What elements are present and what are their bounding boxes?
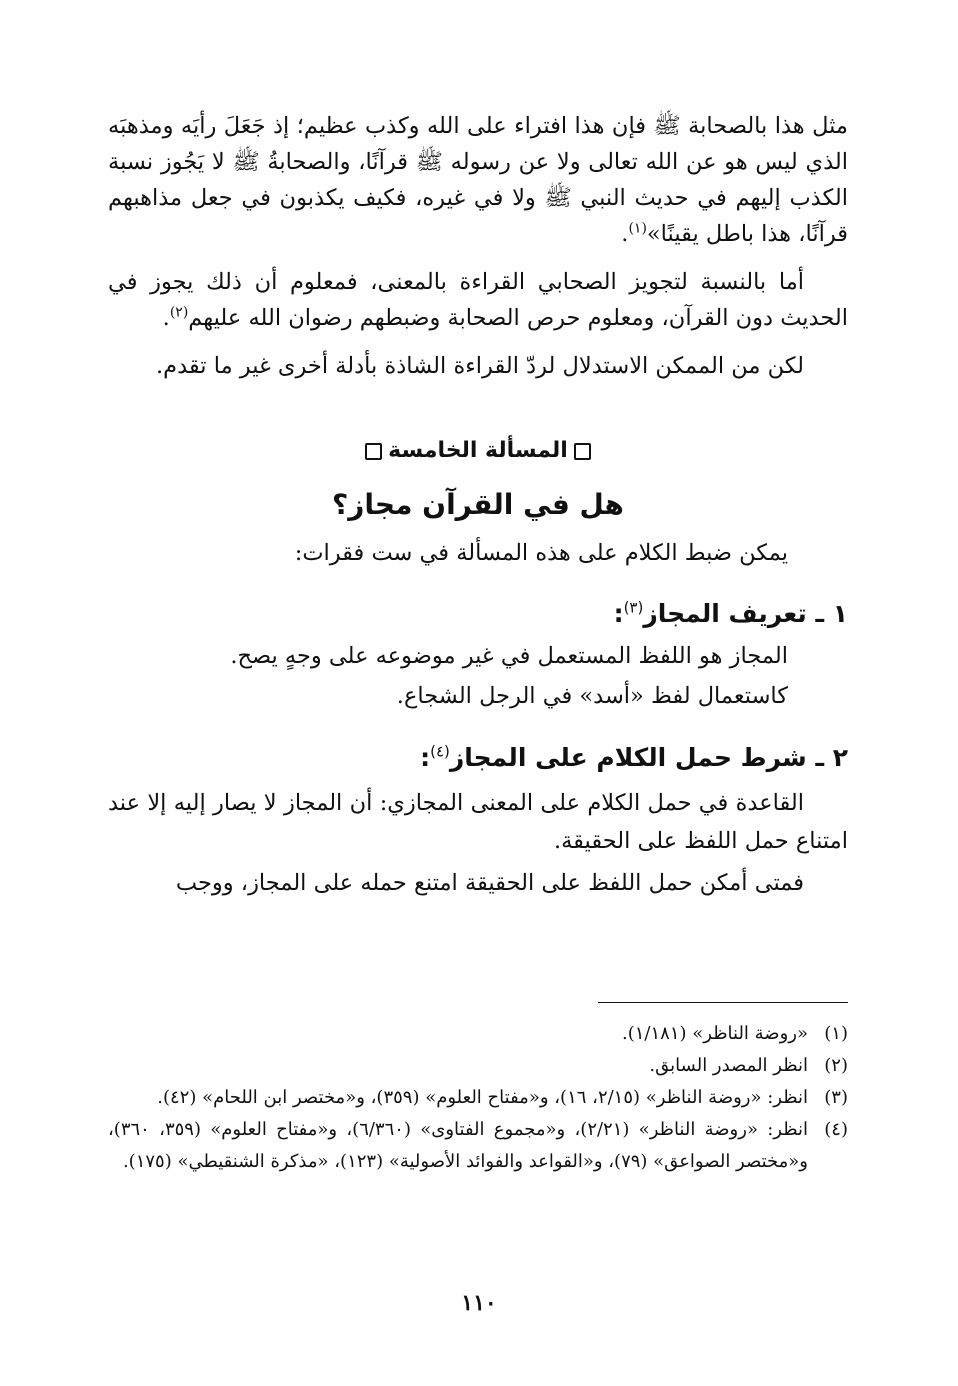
footnote-ref-2[interactable]: (٢)	[169, 304, 189, 321]
footnote-item	[108, 1050, 848, 1082]
page-number: ١١٠	[461, 1290, 497, 1316]
section-label	[108, 434, 848, 468]
footnote-divider	[598, 1002, 848, 1003]
paragraph-2-end: .	[162, 305, 170, 331]
footnote-number: (٤)	[824, 1119, 848, 1140]
continuation-paragraph: فمتى أمكن حمل اللفظ على الحقيقة امتنع حمله على المجاز، ووجب	[175, 870, 804, 896]
main-heading: هل في القرآن مجاز؟	[332, 488, 624, 521]
paragraph-2-text: أما بالنسبة لتجويز الصحابي القراءة بالمعنى، فمعلوم أن ذلك يجوز في الحديث دون القرآن، ومعلوم حرص الصحابة وضبطهم رضوان الله عليهم	[108, 269, 848, 331]
footnote-number: (٣)	[824, 1087, 848, 1108]
footnote-number: (١)	[824, 1023, 848, 1044]
subheading-2-text: ٢ ـ شرط حمل الكلام على المجاز	[449, 743, 848, 772]
footnote-item	[108, 1082, 848, 1114]
paragraph-3	[108, 348, 848, 384]
paragraph-2	[108, 264, 848, 336]
paragraph-1-end: .	[621, 221, 629, 247]
footnote-text: انظر: «روضة الناظر» (٢/٢١)، و«مجموع الفتاوى» (٦/٣٦٠)، و«مفتاح العلوم» (٣٥٩، ٣٦٠)، و«مختصر الصواعق» (٧٩)، و«القواعد والفوائد الأصولية» (١٢٣)، «مذكرة الشنقيطي» (١٧٥).	[108, 1119, 808, 1172]
subheading-2	[108, 736, 848, 780]
square-bullet-icon	[574, 443, 591, 460]
footnote-text: «روضة الناظر» (١/١٨١).	[622, 1023, 808, 1044]
paragraph-1-text: مثل هذا بالصحابة ﷺ فإن هذا افتراء على الله وكذب عظيم؛ إذ جَعَلَ رأيَه ومذهبَه الذي ليس هو عن الله تعالى ولا عن رسوله ﷺ قرآنًا، والصحابةُ ﷺ لا يَجُوز نسبة الكذب إليهم في حديث النبي ﷺ ولا في غيره، فكيف يكذبون في جعل مذاهبهم قرآنًا، هذا باطل يقينًا»	[108, 113, 848, 247]
footnote-text: انظر المصدر السابق.	[649, 1055, 808, 1076]
subheading-2-colon: :	[420, 743, 431, 772]
paragraph-3-text: لكن من الممكن الاستدلال لردّ القراءة الشاذة بأدلة أخرى غير ما تقدم.	[156, 353, 804, 379]
intro-line: يمكن ضبط الكلام على هذه المسألة في ست فقرات:	[294, 540, 788, 566]
body-text	[108, 108, 848, 384]
footnote-item	[108, 1114, 848, 1178]
footnote-ref-3[interactable]: (٣)	[623, 598, 644, 617]
subheading-1-colon: :	[613, 599, 624, 628]
section-label-text: المسألة الخامسة	[388, 438, 568, 463]
footnote-item	[108, 1018, 848, 1050]
rule-paragraph: القاعدة في حمل الكلام على المعنى المجازي: أن المجاز لا يصار إليه إلا عند امتناع حمل اللفظ على الحقيقة.	[108, 790, 848, 854]
footnote-text: انظر: «روضة الناظر» (٢/١٥، ١٦)، و«مفتاح العلوم» (٣٥٩)، و«مختصر ابن اللحام» (٤٢).	[157, 1087, 808, 1108]
footnote-ref-1[interactable]: (١)	[628, 220, 647, 237]
paragraph-1	[108, 108, 848, 252]
definition-line: المجاز هو اللفظ المستعمل في غير موضوعه على وجهٍ يصح.	[230, 643, 788, 669]
subheading-1-text: ١ ـ تعريف المجاز	[643, 599, 848, 628]
subheading-1	[108, 592, 848, 636]
footnote-ref-4[interactable]: (٤)	[430, 742, 450, 761]
example-line: كاستعمال لفظ «أسد» في الرجل الشجاع.	[396, 683, 788, 709]
square-bullet-icon	[365, 443, 382, 460]
footnotes	[108, 1018, 848, 1178]
footnote-number: (٢)	[824, 1055, 848, 1076]
